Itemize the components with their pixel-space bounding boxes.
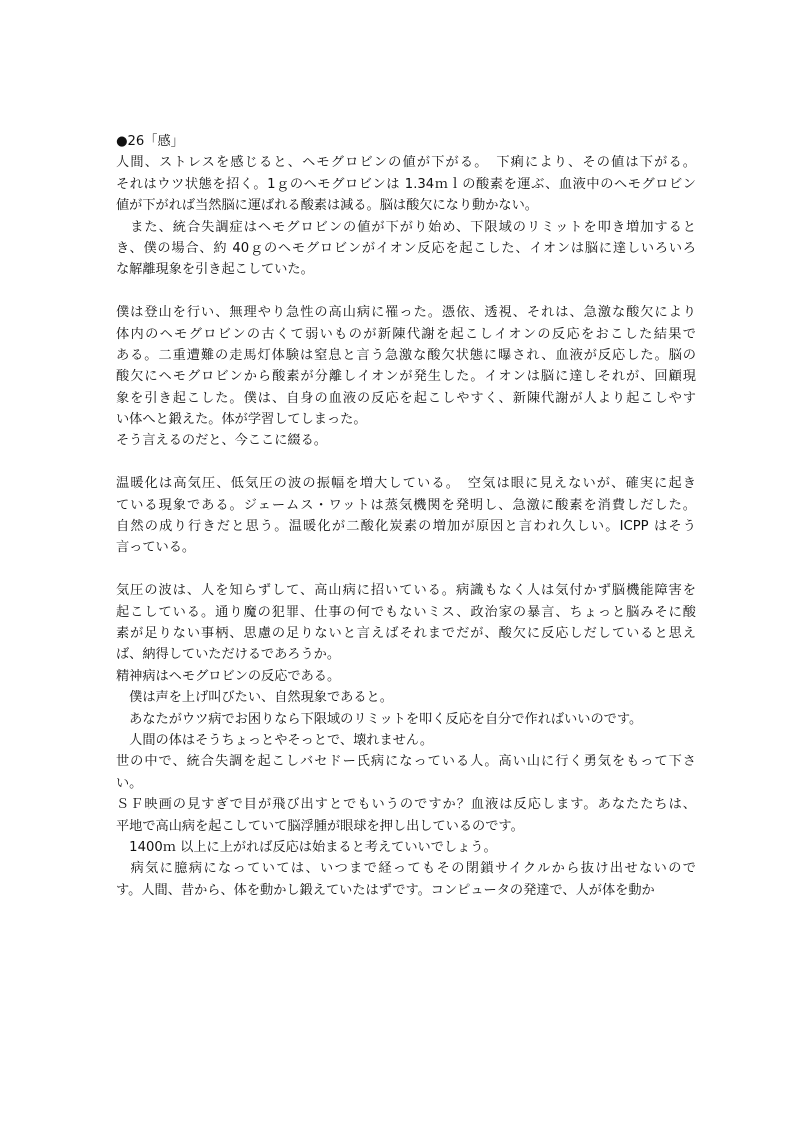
paragraph [116, 302, 696, 452]
paragraph [116, 152, 696, 216]
text-line: 精神病はヘモグロビンの反応である。 [116, 668, 341, 684]
text-line: ＳＦ映画の見すぎで目が飛び出すとでもいうのですか？血液は反応します。あなたたちは、 [116, 797, 696, 813]
text-line: 気圧の波は、人を知らずして、高山病に招いている。病識もなく人は気付かず脳機能障害を [116, 583, 696, 599]
text-line: それはウツ状態を招く。1ｇのヘモグロビンは 1.34ｍｌの酸素を運ぶ、血液中のヘモグロビン [116, 176, 696, 192]
text-line: 世の中で、統合失調を起こしバセドー氏病になっている人。高い山に行く勇気をもって下さ [116, 754, 696, 770]
text-line: き、僕の場合、約 40ｇのヘモグロビンがイオン反応を起こした、イオンは脳に達しいろいろ [116, 240, 696, 256]
paragraph-container [116, 152, 696, 901]
text-line: 酸欠にヘモグロビンから酸素が分離しイオンが発生した。イオンは脳に達しそれが、回顧現 [116, 369, 696, 385]
text-line: 病気に臆病になっていては、いつまで経ってもその閉鎖サイクルから抜け出せないので [116, 861, 696, 877]
text-line: い体へと鍛えた。体が学習してしまった。 [116, 412, 367, 428]
text-line: 1400ｍ 以上に上がれば反応は始まると考えていいでしょう。 [116, 839, 497, 855]
text-line: 象を引き起こした。僕は、自身の血液の反応を起こしやすく、新陳代謝が人より起こしやす [116, 390, 696, 406]
text-line: ている現象である。ジェームス・ワットは蒸気機関を発明し、急激に酸素を消費しだした。 [116, 497, 696, 513]
document-body [116, 131, 696, 901]
paragraph-spacer [116, 559, 696, 580]
text-line: 言っている。 [116, 540, 196, 556]
text-line: そう言えるのだと、今ここに綴る。 [116, 433, 327, 449]
text-line: 人間、ストレスを感じると、ヘモグロビンの値が下がる。 下痢により、その値は下がる。 [116, 155, 696, 171]
paragraph [116, 580, 696, 901]
text-line: 自然の成り行きだと思う。温暖化が二酸化炭素の増加が原因と言われ久しい。ICPP はそう [116, 519, 696, 535]
text-line: ある。二重遭難の走馬灯体験は窒息と言う急激な酸欠状態に曝され、血液が反応した。脳の [116, 347, 696, 363]
text-line: あなたがウツ病でお困りなら下限域のリミットを叩く反応を自分で作ればいいのです。 [116, 711, 643, 727]
paragraph [116, 217, 696, 281]
text-line: 温暖化は高気圧、低気圧の波の振幅を増大している。 空気は眼に見えないが、確実に起き [116, 476, 696, 492]
text-line: な解離現象を引き起こしていた。 [116, 262, 314, 278]
text-line: い。 [116, 775, 143, 791]
paragraph [116, 473, 696, 559]
section-heading: ●26「感」 [116, 134, 184, 149]
text-line: 値が下がれば当然脳に運ばれる酸素は減る。脳は酸欠になり動かない。 [116, 198, 538, 214]
paragraph-spacer [116, 452, 696, 473]
text-line: 起こしている。通り魔の犯罪、仕事の何でもないミス、政治家の暴言、ちょっと脳みそに酸 [116, 604, 696, 620]
text-line: 素が足りない事柄、思慮の足りないと言えばそれまでだが、酸欠に反応しだしていると思え [116, 625, 696, 641]
text-line: ば、納得していただけるであろうか。 [116, 647, 341, 663]
text-line: 平地で高山病を起こしていて脳浮腫が眼球を押し出しているのです。 [116, 818, 524, 834]
text-line: 人間の体はそうちょっとやそっとで、壊れません。 [116, 732, 434, 748]
text-line: す。人間、昔から、体を動かし鍛えていたはずです。コンピュータの発達で、人が体を動か [116, 882, 655, 898]
paragraph-spacer [116, 281, 696, 302]
text-line: 体内のヘモグロビンの古くて弱いものが新陳代謝を起こしイオンの反応をおこした結果で [116, 326, 696, 342]
text-line: また、統合失調症はヘモグロビンの値が下がり始め、下限域のリミットを叩き増加すると [116, 219, 696, 235]
text-line: 僕は登山を行い、無理やり急性の高山病に罹った。憑依、透視、それは、急激な酸欠により [116, 305, 696, 321]
text-line: 僕は声を上げ叫びたい、自然現象であると。 [116, 690, 393, 706]
